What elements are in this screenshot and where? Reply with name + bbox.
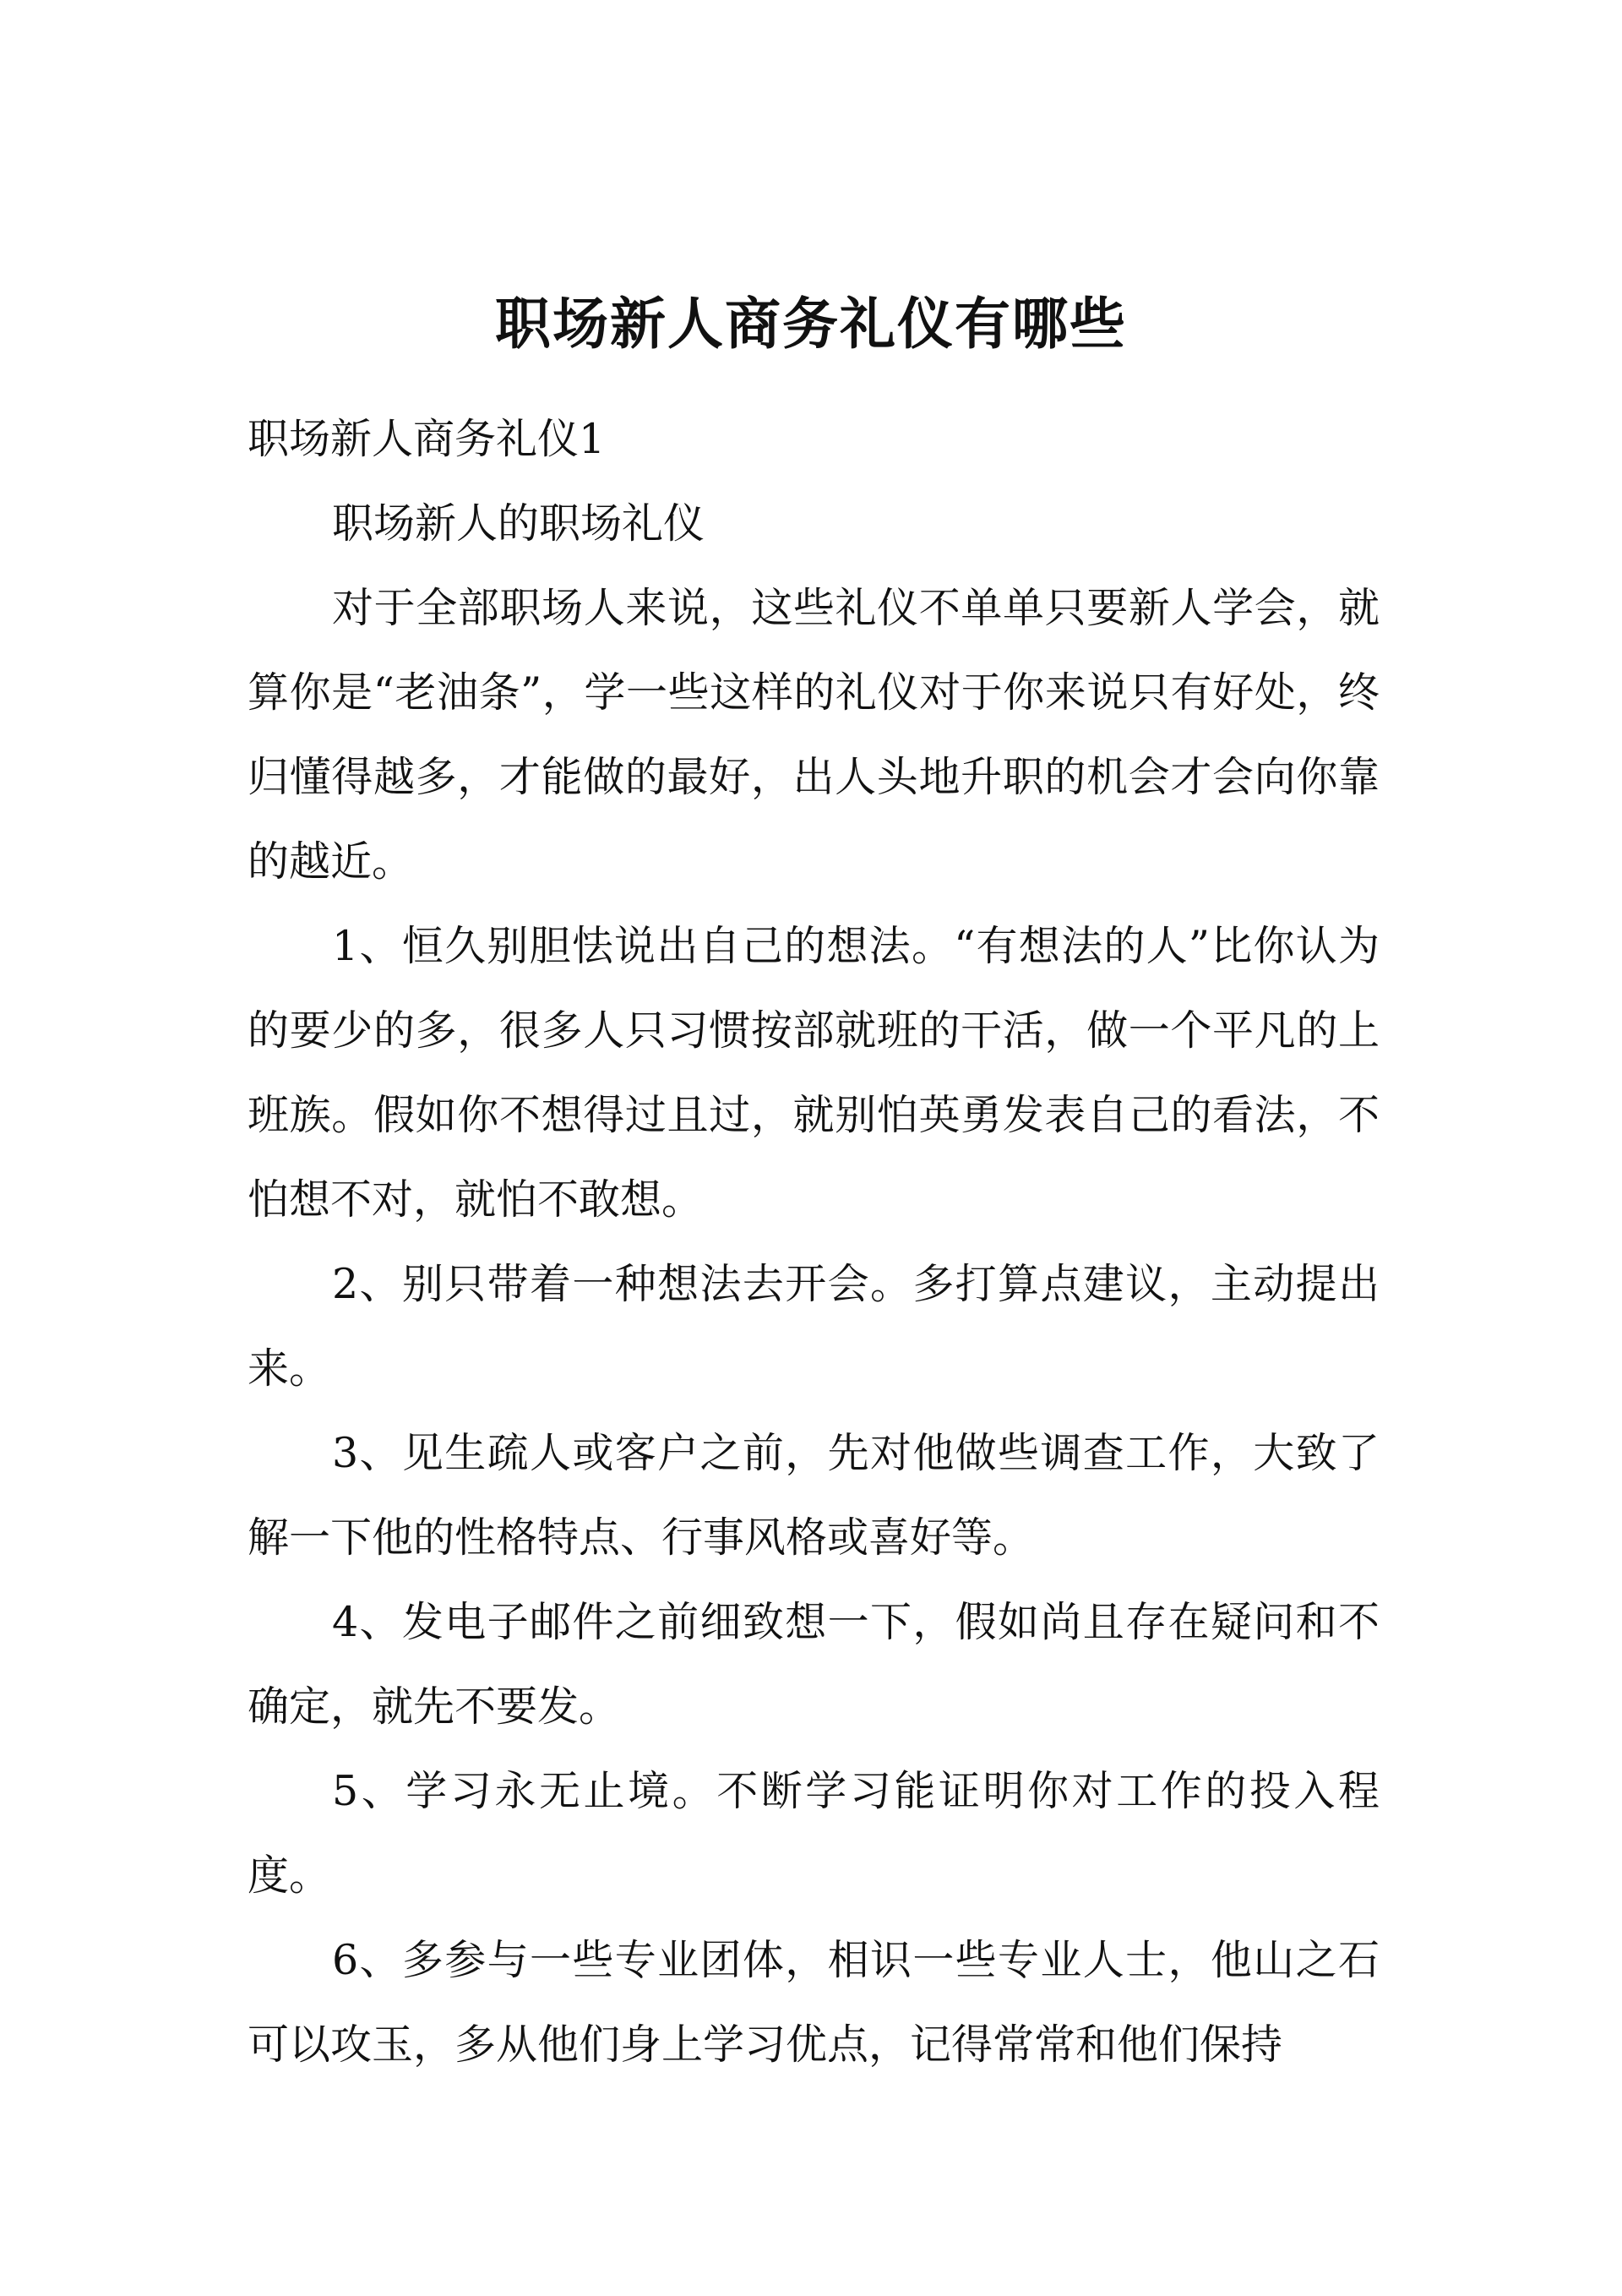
document-body [248,397,1380,2087]
paragraph-item-4: 4、发电子邮件之前细致想一下，假如尚且存在疑问和不确定，就先不要发。 [248,1598,1380,1731]
paragraph-item-1: 1、恒久别胆怯说出自己的想法。“有想法的人”比你认为的要少的多，很多人只习惯按部就班的干活，做一个平凡的上班族。假如你不想得过且过，就别怕英勇发表自己的看法，不怕想不对，就怕不敢想。 [248,922,1380,1224]
paragraph-intro: 对于全部职场人来说，这些礼仪不单单只要新人学会，就算你是“老油条”，学一些这样的礼仪对于你来说只有好处，终归懂得越多，才能做的最好，出人头地升职的机会才会向你靠的越近。 [248,584,1380,886]
paragraph-item-3: 3、见生疏人或客户之前，先对他做些调查工作，大致了解一下他的性格特点、行事风格或喜好等。 [248,1429,1380,1562]
section-heading: 职场新人商务礼仪1 [248,415,606,463]
paragraph-item-5: 5、学习永无止境。不断学习能证明你对工作的投入程度。 [248,1767,1380,1900]
subheading: 职场新人的职场礼仪 [332,499,705,548]
paragraph-item-6: 6、多参与一些专业团体，相识一些专业人士，他山之石可以攻玉，多从他们身上学习优点，记得常常和他们保持 [248,1936,1380,2069]
document-title: 职场新人商务礼仪有哪些 [495,291,1127,357]
paragraph-item-2: 2、别只带着一种想法去开会。多打算点建议，主动提出来。 [248,1260,1380,1393]
